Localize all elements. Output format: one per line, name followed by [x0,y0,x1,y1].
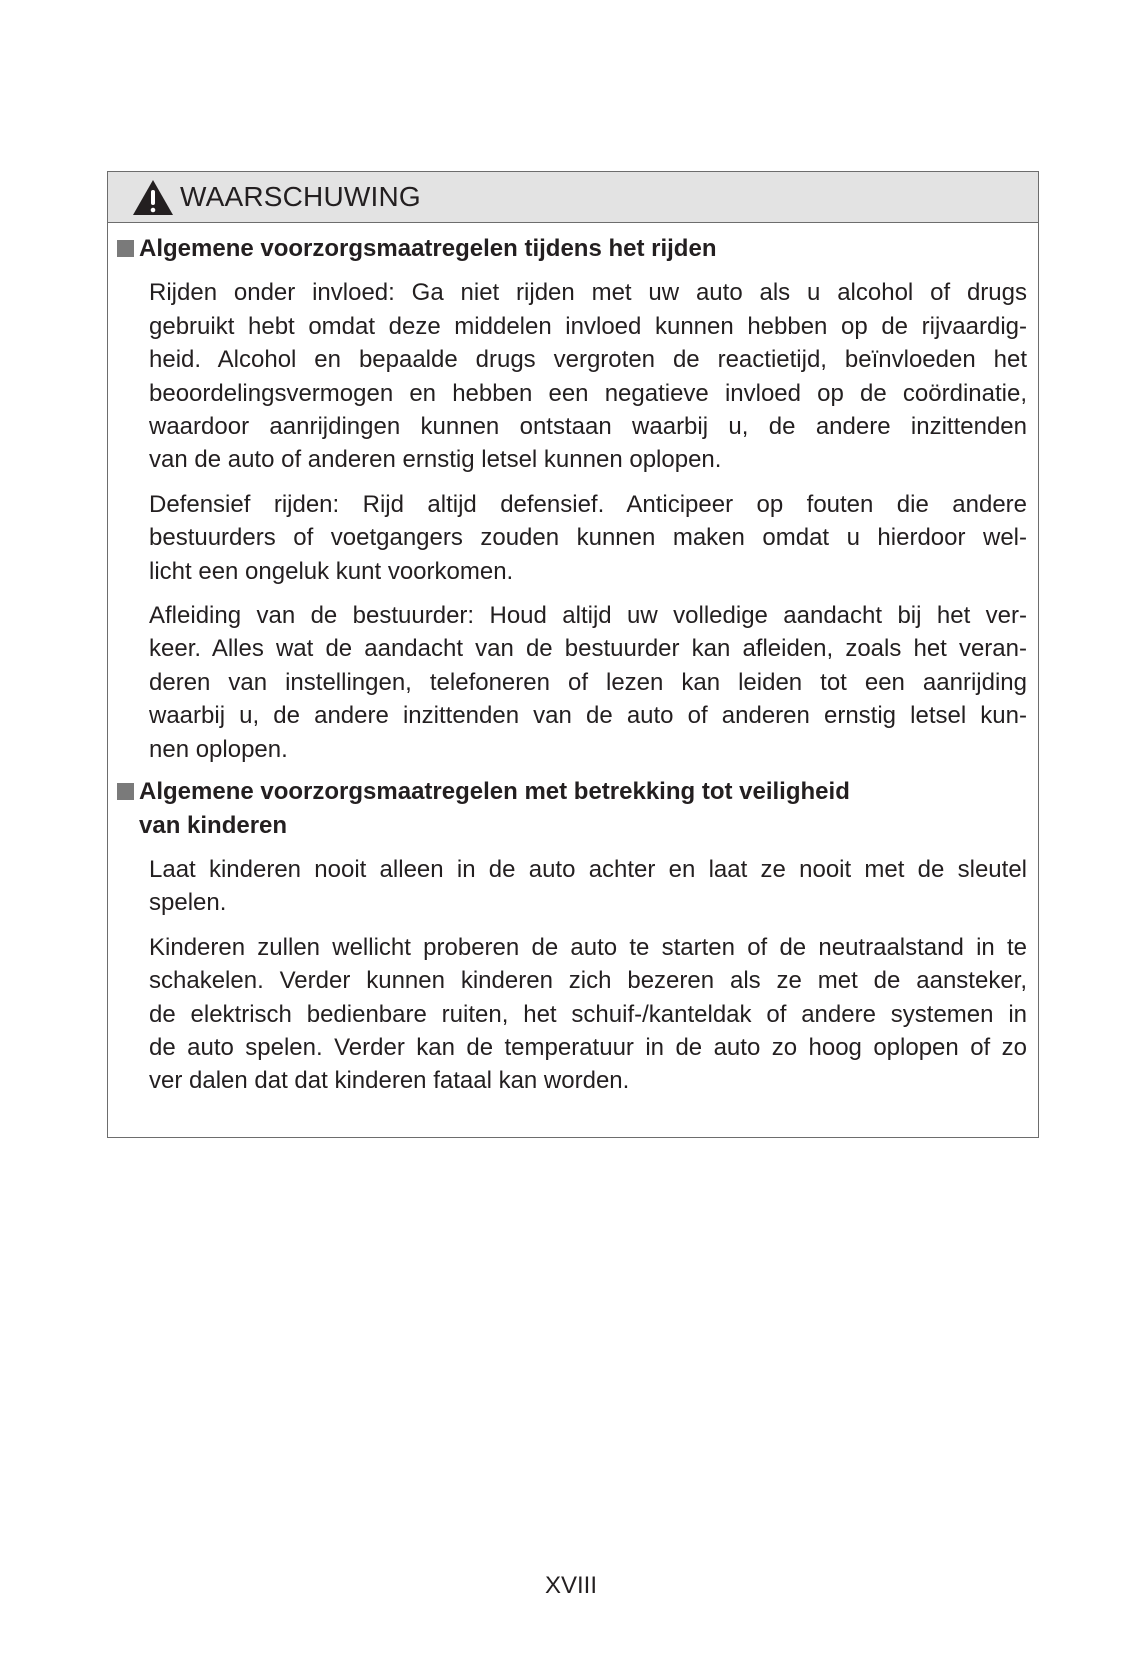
text-line: schakelen. Verder kunnen kinderen zich bezeren als ze met de aansteker, [149,967,1027,995]
section-heading-line: Algemene voorzorgsmaatregelen tijdens het rijden [139,235,717,262]
text-line: heid. Alcohol en bepaalde drugs vergroten de reactietijd, beïnvloeden het [149,346,1027,374]
section-heading [117,775,1027,842]
text-line: de auto spelen. Verder kan de temperatuur in de auto zo hoog oplopen of zo [149,1033,1027,1061]
section-heading-line: van kinderen [139,811,288,839]
text-line: Defensief rijden: Rijd altijd defensief. Anticipeer op fouten die andere [149,490,1027,518]
section-heading-line: Algemene voorzorgsmaatregelen met betrekking tot veiligheid [139,778,850,806]
text-line: nen oplopen. [149,735,288,763]
square-bullet-icon [117,240,134,257]
text-line: Kinderen zullen wellicht proberen de auto te starten of de neutraalstand in te [149,933,1027,961]
text-line: spelen. [149,889,227,917]
text-line: Laat kinderen nooit alleen in de auto achter en laat ze nooit met de sleutel [149,855,1027,883]
paragraph [149,931,1027,1098]
text-line: van de auto of anderen ernstig letsel kunnen oplopen. [149,446,722,474]
warning-header [108,172,1038,223]
warning-triangle-icon [132,179,174,216]
page-number: XVIII [544,1572,598,1599]
paragraph [149,488,1027,588]
text-line: gebruikt hebt omdat deze middelen invloed kunnen hebben op de rijvaardig- [149,312,1027,340]
text-line: Afleiding van de bestuurder: Houd altijd uw volledige aandacht bij het ver- [149,602,1027,630]
warning-content [108,232,1038,1098]
warning-title: WAARSCHUWING [180,181,421,212]
paragraph [149,276,1027,476]
paragraph [149,599,1027,766]
text-line: waarbij u, de andere inzittenden van de auto of anderen ernstig letsel kun- [149,702,1027,730]
text-line: ver dalen dat dat kinderen fataal kan worden. [149,1067,630,1095]
text-line: licht een ongeluk kunt voorkomen. [149,557,514,585]
text-line: bestuurders of voetgangers zouden kunnen maken omdat u hierdoor wel- [149,524,1027,552]
text-line: keer. Alles wat de aandacht van de bestuurder kan afleiden, zoals het veran- [149,635,1027,663]
text-line: de elektrisch bedienbare ruiten, het schuif-/kanteldak of andere systemen in [149,1000,1027,1028]
warning-box [107,171,1039,1138]
text-line: beoordelingsvermogen en hebben een negatieve invloed op de coördinatie, [149,379,1027,407]
text-line: deren van instellingen, telefoneren of lezen kan leiden tot een aanrijding [149,668,1027,696]
section-heading [117,232,1027,265]
square-bullet-icon [117,783,134,800]
text-line: Rijden onder invloed: Ga niet rijden met uw auto als u alcohol of drugs [149,279,1027,307]
paragraph [149,853,1027,920]
text-line: waardoor aanrijdingen kunnen ontstaan waarbij u, de andere inzittenden [149,413,1027,441]
